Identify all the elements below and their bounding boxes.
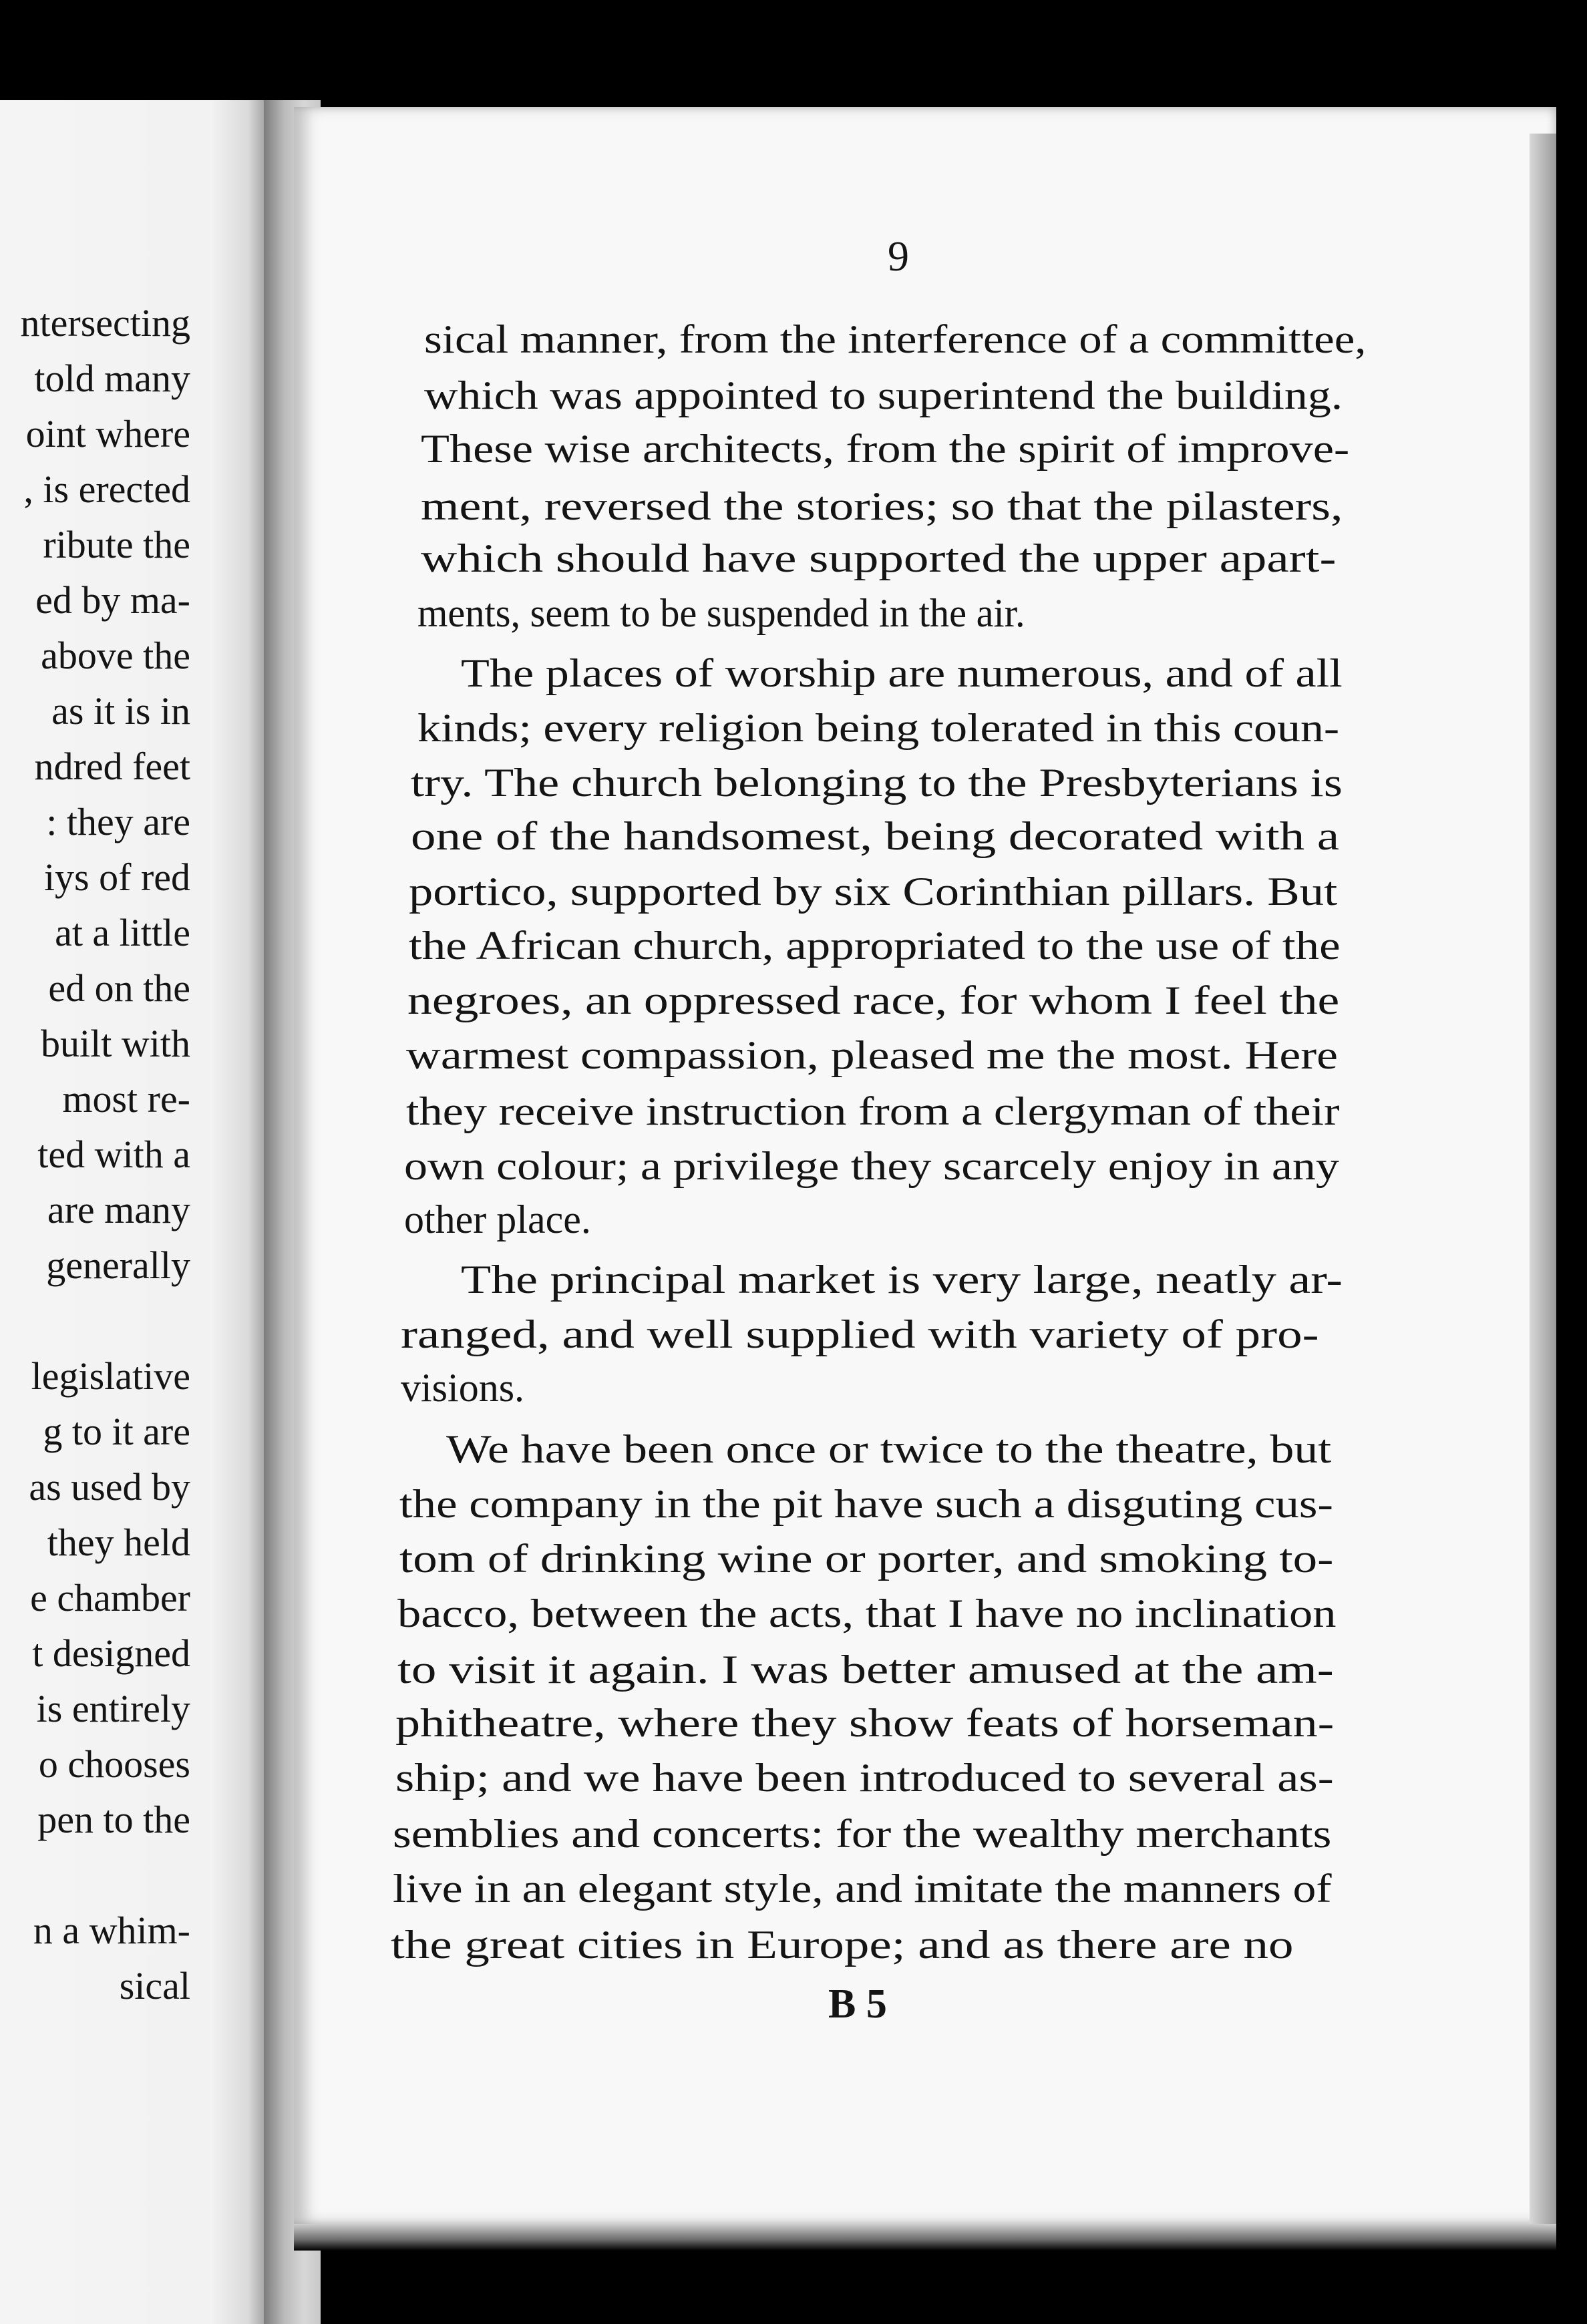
body-line: ship; and we have been introduced to several as-	[395, 1756, 1334, 1800]
body-line: the African church, appropriated to the use of the	[409, 924, 1341, 968]
previous-page-line: built with	[41, 1022, 190, 1065]
previous-page-line: e chamber	[30, 1576, 190, 1619]
body-line: negroes, an oppressed race, for whom I feel the	[407, 978, 1340, 1022]
body-line: ranged, and well supplied with variety of pro-	[401, 1312, 1319, 1356]
previous-page-line: as it is in	[51, 689, 190, 733]
body-line: We have been once or twice to the theatre, but	[446, 1427, 1332, 1471]
previous-page-line: sical	[119, 1964, 190, 2007]
body-line: ment, reversed the stories; so that the pilasters,	[421, 484, 1343, 528]
previous-page-line: legislative	[31, 1354, 190, 1398]
body-line: The principal market is very large, neatly ar-	[461, 1257, 1343, 1302]
body-line: The places of worship are numerous, and of all	[461, 651, 1343, 695]
previous-page-line: pen to the	[37, 1798, 190, 1841]
body-line: portico, supported by six Corinthian pillars. But	[409, 869, 1338, 914]
body-line: semblies and concerts: for the wealthy merchants	[393, 1812, 1332, 1856]
previous-page-line: t designed	[32, 1631, 190, 1675]
body-line: the company in the pit have such a disguting cus-	[399, 1482, 1334, 1526]
body-line: live in an elegant style, and imitate the manners of	[393, 1867, 1332, 1911]
body-line: other place.	[404, 1197, 591, 1241]
body-line: tom of drinking wine or porter, and smoking to-	[399, 1537, 1334, 1581]
previous-page-line: they held	[47, 1521, 190, 1564]
body-line: which was appointed to superintend the building.	[424, 373, 1343, 417]
previous-page-line: at a little	[55, 911, 190, 954]
body-line: try. The church belonging to the Presbyterians is	[411, 761, 1343, 805]
previous-page-line: told many	[34, 357, 190, 400]
previous-page-line: ndred feet	[34, 745, 190, 788]
body-line: ments, seem to be suspended in the air.	[417, 591, 1025, 635]
previous-page-line: is entirely	[36, 1687, 190, 1730]
body-line: they receive instruction from a clergyman of their	[406, 1089, 1340, 1133]
page-right-edge	[1530, 134, 1556, 2237]
body-line: one of the handsomest, being decorated with a	[411, 814, 1340, 858]
previous-page-line: ed on the	[48, 966, 190, 1010]
previous-page	[0, 100, 264, 2324]
previous-page-line: as used by	[29, 1465, 190, 1509]
previous-page-line: ribute the	[43, 523, 190, 566]
previous-page-line: ntersecting	[20, 301, 190, 345]
previous-page-line: above the	[41, 634, 190, 677]
previous-page-line: ted with a	[37, 1133, 190, 1176]
previous-page-line: generally	[46, 1243, 190, 1287]
page-number: 9	[888, 232, 909, 280]
body-line: warmest compassion, pleased me the most. Here	[406, 1033, 1338, 1077]
body-line: own colour; a privilege they scarcely enjoy in any	[404, 1144, 1339, 1188]
printer-signature: B 5	[828, 1981, 887, 2027]
page-bottom-edge	[294, 2224, 1556, 2251]
previous-page-line: oint where	[25, 412, 190, 455]
body-line: which should have supported the upper apart-	[421, 536, 1337, 580]
body-line: phitheatre, where they show feats of horseman-	[395, 1701, 1335, 1745]
previous-page-line: o chooses	[38, 1742, 190, 1786]
body-line: bacco, between the acts, that I have no inclination	[397, 1591, 1337, 1635]
previous-page-line: most re-	[62, 1077, 190, 1121]
previous-page-line: : they are	[46, 800, 190, 843]
previous-page-line: ed by ma-	[35, 578, 190, 622]
previous-page-line: , is erected	[23, 467, 190, 511]
body-line: the great cities in Europe; and as there are no	[391, 1923, 1294, 1967]
previous-page-line: g to it are	[43, 1410, 190, 1453]
previous-page-line: are many	[47, 1188, 190, 1231]
body-line: sical manner, from the interference of a committee,	[424, 317, 1367, 361]
body-line: visions.	[401, 1366, 525, 1410]
body-line: to visit it again. I was better amused at the am-	[397, 1648, 1334, 1692]
previous-page-line: n a whim-	[33, 1909, 190, 1952]
body-line: kinds; every religion being tolerated in this coun-	[417, 706, 1340, 750]
previous-page-line: iys of red	[43, 855, 190, 899]
body-line: These wise architects, from the spirit of improve-	[421, 427, 1350, 471]
